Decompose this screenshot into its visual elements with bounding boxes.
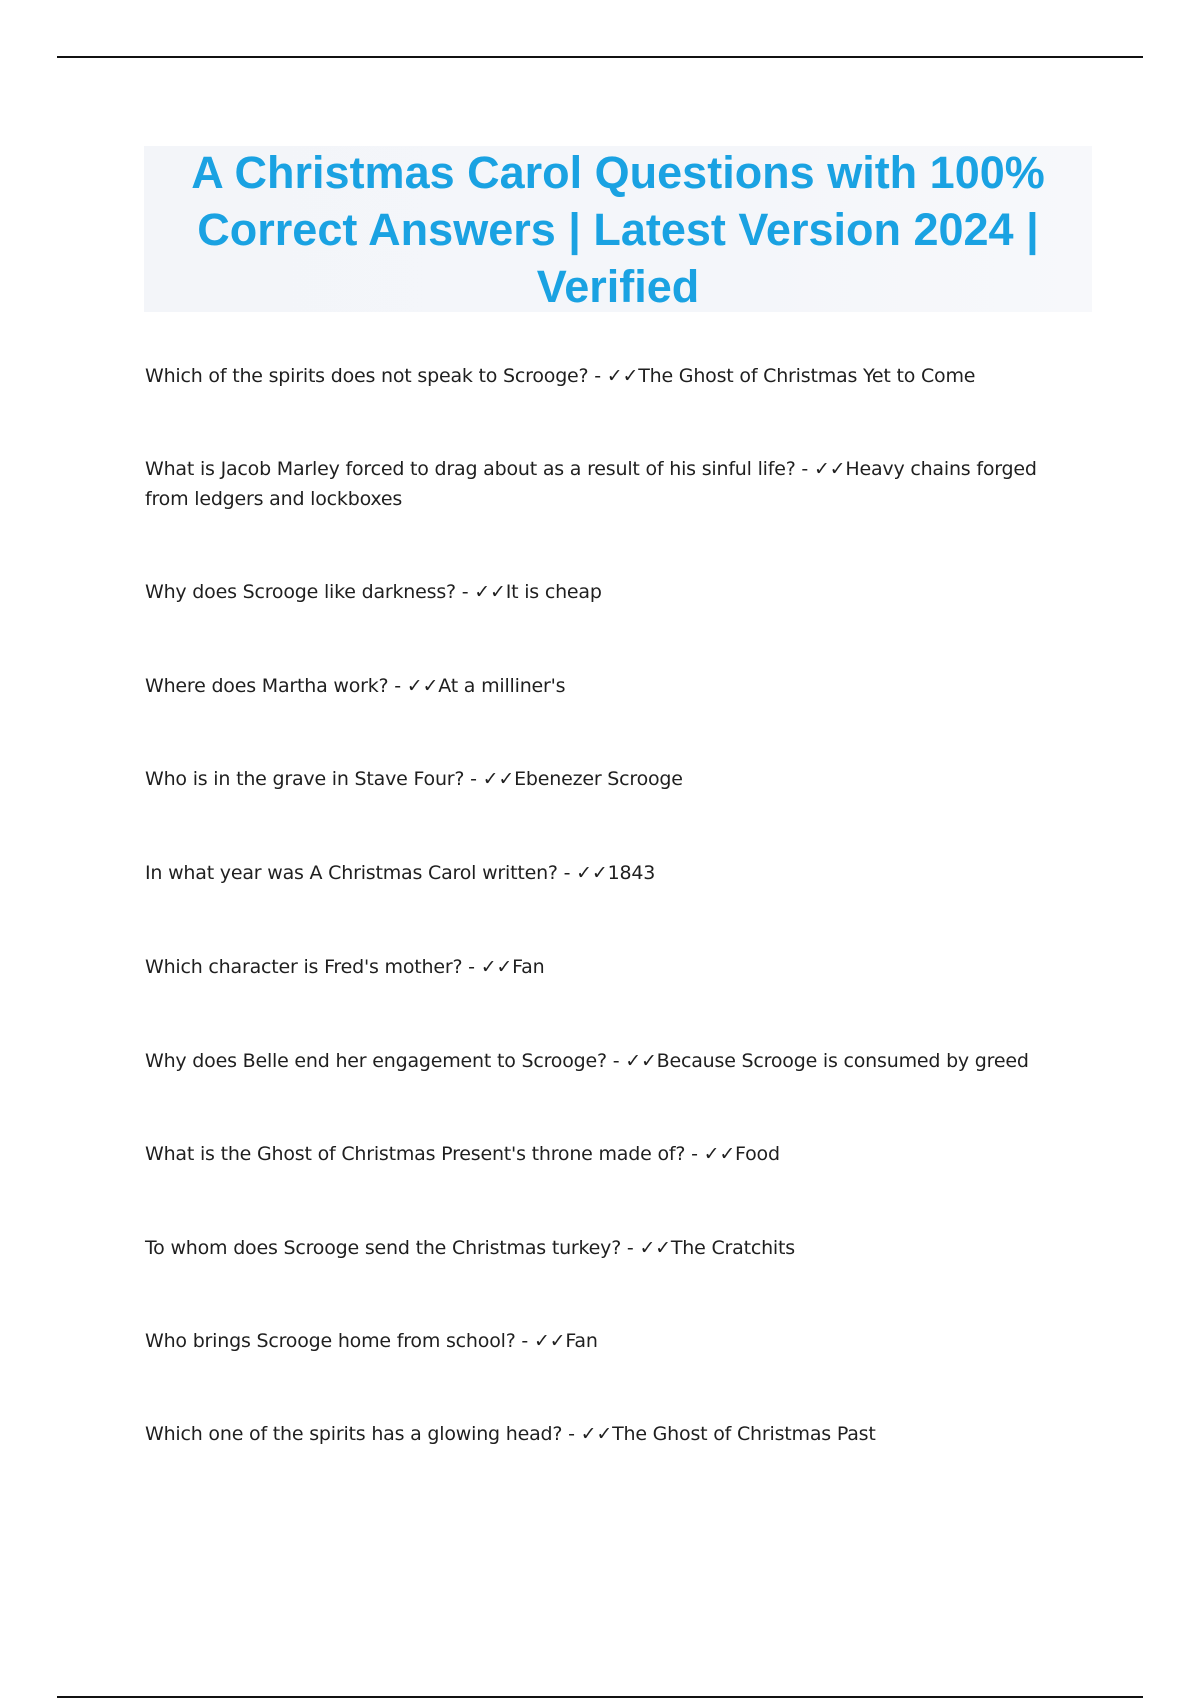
qa-item (145, 764, 1085, 794)
separator: - (562, 1423, 581, 1445)
question: Who is in the grave in Stave Four? (145, 768, 465, 790)
check-mark-icon: ✓✓ (480, 956, 513, 978)
answer: The Ghost of Christmas Yet to Come (638, 365, 976, 387)
separator: - (515, 1330, 534, 1352)
qa-item (145, 1233, 1085, 1263)
check-mark-icon: ✓✓ (625, 1050, 657, 1072)
question: Why does Belle end her engagement to Scrooge? (145, 1050, 607, 1072)
question: Which character is Fred's mother? (145, 956, 463, 978)
answer: It is cheap (505, 581, 602, 603)
separator: - (388, 675, 407, 697)
bottom-rule (57, 1696, 1143, 1698)
check-mark-icon: ✓✓ (813, 458, 846, 480)
qa-item (145, 671, 1085, 701)
check-mark-icon: ✓✓ (533, 1330, 566, 1352)
separator: - (588, 365, 607, 387)
answer: 1843 (607, 862, 656, 884)
question: What is the Ghost of Christmas Present's throne made of? (145, 1143, 686, 1165)
answer: Food (735, 1143, 780, 1165)
check-mark-icon: ✓✓ (406, 675, 439, 697)
check-mark-icon: ✓✓ (580, 1423, 613, 1445)
qa-item (145, 952, 1085, 982)
separator: - (621, 1237, 640, 1259)
qa-item (145, 1326, 1085, 1356)
title-banner (144, 146, 1092, 312)
check-mark-icon: ✓✓ (576, 862, 608, 884)
qa-item (145, 577, 1085, 607)
separator: - (606, 1050, 626, 1072)
question: In what year was A Christmas Carol written? (145, 862, 558, 884)
qa-item (145, 858, 1085, 888)
question: Who brings Scrooge home from school? (145, 1330, 516, 1352)
separator: - (557, 862, 577, 884)
separator: - (685, 1143, 704, 1165)
qa-item (145, 1139, 1085, 1169)
question: Which one of the spirits has a glowing head? (145, 1423, 563, 1445)
check-mark-icon: ✓✓ (482, 768, 515, 790)
answer: Ebenezer Scrooge (514, 768, 683, 790)
answer: Fan (565, 1330, 598, 1352)
separator: - (455, 581, 475, 603)
question: To whom does Scrooge send the Christmas turkey? (145, 1237, 622, 1259)
separator: - (462, 956, 481, 978)
answer: The Cratchits (670, 1237, 795, 1259)
answer: Heavy chains forged from ledgers and lockboxes (145, 458, 1037, 510)
check-mark-icon: ✓✓ (474, 581, 506, 603)
separator: - (795, 458, 814, 480)
answer: At a milliner's (438, 675, 566, 697)
separator: - (464, 768, 483, 790)
document-title: A Christmas Carol Questions with 100% Correct Answers | Latest Version 2024 | Verified (191, 146, 1045, 312)
top-rule (57, 56, 1143, 58)
check-mark-icon: ✓✓ (639, 1237, 671, 1259)
question: Where does Martha work? (145, 675, 389, 697)
question: What is Jacob Marley forced to drag about as a result of his sinful life? (145, 458, 796, 480)
qa-item (145, 454, 1085, 514)
question: Which of the spirits does not speak to Scrooge? (145, 365, 589, 387)
qa-item (145, 1046, 1085, 1076)
qa-item (145, 1419, 1085, 1449)
qa-item (145, 361, 1085, 391)
question: Why does Scrooge like darkness? (145, 581, 456, 603)
check-mark-icon: ✓✓ (703, 1143, 736, 1165)
answer: The Ghost of Christmas Past (612, 1423, 876, 1445)
answer: Fan (512, 956, 545, 978)
check-mark-icon: ✓✓ (606, 365, 639, 387)
answer: Because Scrooge is consumed by greed (656, 1050, 1029, 1072)
